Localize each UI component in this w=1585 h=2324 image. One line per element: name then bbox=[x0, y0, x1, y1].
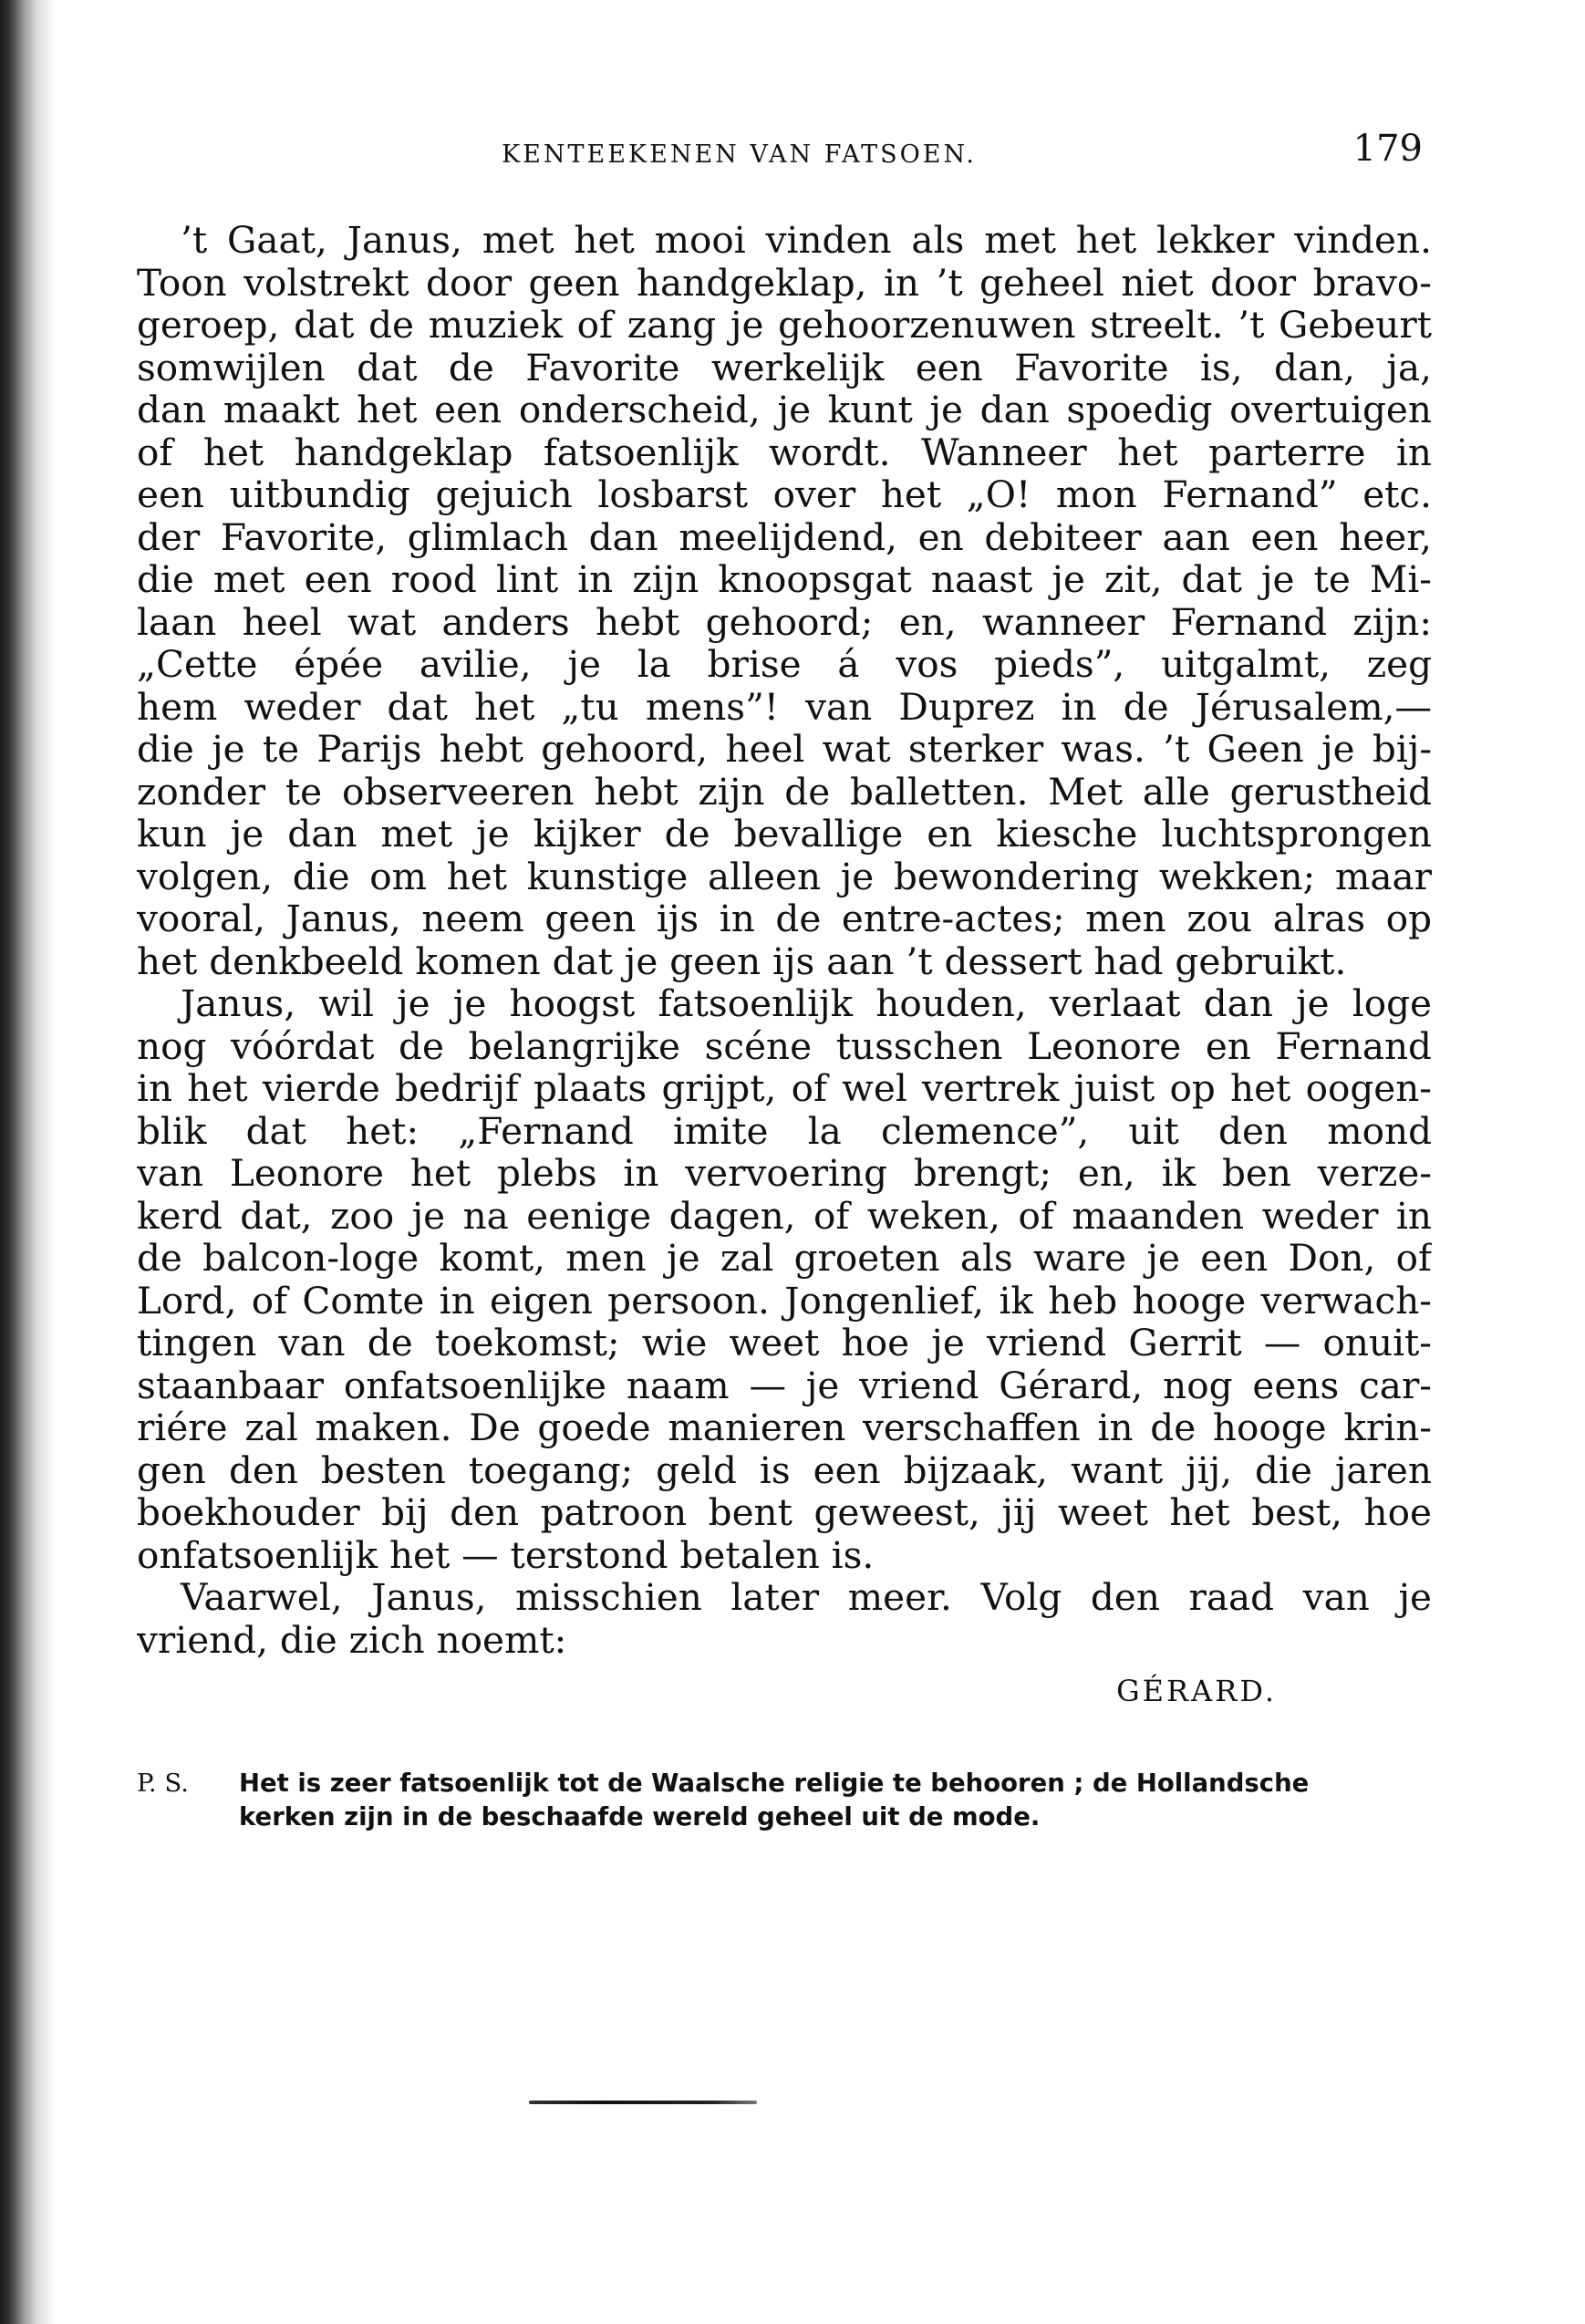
book-page bbox=[137, 128, 1432, 1834]
text-line: volgen, die om het kunstige alleen je bewondering wekken; maar bbox=[137, 855, 1432, 897]
text-line: somwijlen dat de Favorite werkelijk een Favorite is, dan, ja, bbox=[137, 346, 1432, 389]
page-number: 179 bbox=[1352, 128, 1423, 170]
text-line: nog vóórdat de belangrijke scéne tusschen Leonore en Fernand bbox=[137, 1024, 1432, 1067]
text-line: „Cette épée avilie, je la brise á vos pieds”, uitgalmt, zeg bbox=[137, 643, 1432, 686]
text-line: der Favorite, glimlach dan meelijdend, en debiteer aan een heer, bbox=[137, 515, 1432, 558]
text-line: onfatsoenlijk het — terstond betalen is. bbox=[137, 1533, 875, 1576]
text-line: Toon volstrekt door geen handgeklap, in ’t geheel niet door bravo- bbox=[137, 261, 1432, 304]
text-line: of het handgeklap fatsoenlijk wordt. Wanneer het parterre in bbox=[137, 431, 1432, 473]
text-line: Vaarwel, Janus, misschien later meer. Volg den raad van je bbox=[181, 1576, 1432, 1619]
text-line: staanbaar onfatsoenlijke naam — je vriend Gérard, nog eens car- bbox=[137, 1364, 1432, 1406]
text-line: hem weder dat het „tu mens”! van Duprez in de Jérusalem,— bbox=[137, 685, 1432, 728]
text-line: in het vierde bedrijf plaats grijpt, of wel vertrek juist op het oogen- bbox=[137, 1067, 1432, 1110]
end-rule bbox=[529, 2101, 757, 2104]
text-line: geroep, dat de muziek of zang je gehoorzenuwen streelt. ’t Gebeurt bbox=[137, 304, 1432, 347]
text-line: laan heel wat anders hebt gehoord; en, wanneer Fernand zijn: bbox=[137, 600, 1432, 643]
text-line: het denkbeeld komen dat je geen ijs aan ’t dessert had gebruikt. bbox=[137, 939, 1347, 982]
book-binding-shadow bbox=[0, 0, 55, 2324]
postscript-text-2: kerken zijn in de beschaafde wereld geheel uit de mode. bbox=[239, 1802, 1041, 1831]
text-line: dan maakt het een onderscheid, je kunt je dan spoedig overtuigen bbox=[137, 389, 1432, 431]
text-line: kerd dat, zoo je na eenige dagen, of weken, of maanden weder in bbox=[137, 1194, 1432, 1237]
postscript-text-1: Het is zeer fatsoenlijk tot de Waalsche religie te behooren ; de Hollandsche bbox=[239, 1769, 1310, 1798]
text-line: vooral, Janus, neem geen ijs in de entre-actes; men zou alras op bbox=[137, 897, 1432, 940]
text-line: vriend, die zich noemt: bbox=[137, 1618, 567, 1661]
running-head bbox=[137, 128, 1432, 182]
text-line: die je te Parijs hebt gehoord, heel wat sterker was. ’t Geen je bij- bbox=[137, 728, 1432, 771]
text-line: die met een rood lint in zijn knoopsgat naast je zit, dat je te Mi- bbox=[137, 558, 1432, 601]
text-line: kun je dan met je kijker de bevallige en kiesche luchtsprongen bbox=[137, 813, 1432, 856]
signature: GÉRARD. bbox=[1116, 1674, 1277, 1708]
text-line: tingen van de toekomst; wie weet hoe je vriend Gerrit — onuit- bbox=[137, 1322, 1432, 1364]
text-line: boekhouder bij den patroon bent geweest, jij weet het best, hoe bbox=[137, 1491, 1432, 1534]
postscript-line-1 bbox=[137, 1767, 1432, 1800]
text-line: Janus, wil je je hoogst fatsoenlijk houden, verlaat dan je loge bbox=[181, 982, 1432, 1025]
text-line: de balcon-loge komt, men je zal groeten als ware je een Don, of bbox=[137, 1237, 1432, 1280]
text-line: ’t Gaat, Janus, met het mooi vinden als met het lekker vinden. bbox=[181, 219, 1432, 262]
running-title: KENTEEKENEN VAN FATSOEN. bbox=[502, 140, 977, 169]
text-line: gen den besten toegang; geld is een bijzaak, want jij, die jaren bbox=[137, 1448, 1432, 1491]
text-line: een uitbundig gejuich losbarst over het „O! mon Fernand” etc. bbox=[137, 473, 1432, 516]
text-line: zonder te observeeren hebt zijn de balletten. Met alle gerustheid bbox=[137, 770, 1432, 813]
text-line: riére zal maken. De goede manieren verschaffen in de hooge krin- bbox=[137, 1406, 1432, 1449]
text-line: blik dat het: „Fernand imite la clemence”, uit den mond bbox=[137, 1109, 1432, 1152]
text-line: van Leonore het plebs in vervoering brengt; en, ik ben verze- bbox=[137, 1152, 1432, 1195]
body-text bbox=[137, 219, 1432, 1712]
postscript-label: P. S. bbox=[137, 1769, 190, 1798]
postscript bbox=[137, 1767, 1432, 1834]
text-line: Lord, of Comte in eigen persoon. Jongenlief, ik heb hooge verwach- bbox=[137, 1279, 1432, 1322]
